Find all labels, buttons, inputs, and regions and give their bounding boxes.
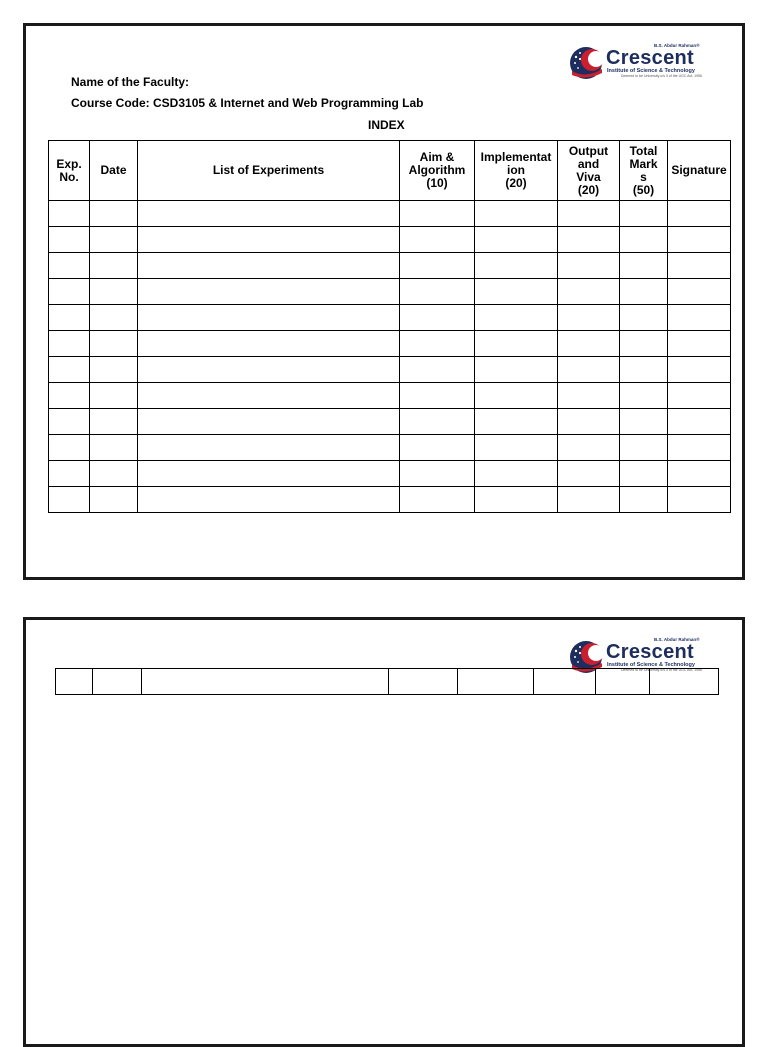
table-cell: [457, 669, 533, 695]
index-title: INDEX: [368, 118, 405, 132]
table-cell: [668, 487, 731, 513]
table-cell: [400, 409, 475, 435]
table-cell: [620, 409, 668, 435]
table-cell: [90, 279, 138, 305]
table-cell: [138, 487, 400, 513]
table-cell: [475, 487, 558, 513]
table-row: [49, 331, 731, 357]
table-cell: [558, 435, 620, 461]
table-cell: [90, 331, 138, 357]
table-cell: [558, 461, 620, 487]
table-cell: [475, 383, 558, 409]
table-cell: [138, 357, 400, 383]
table-cell: [90, 357, 138, 383]
table-cell: [138, 305, 400, 331]
table-row: [49, 487, 731, 513]
table-cell: [558, 279, 620, 305]
table-cell: [668, 279, 731, 305]
table-cell: [475, 279, 558, 305]
table-header-row: [49, 141, 731, 201]
table-cell: [138, 409, 400, 435]
table-cell: [49, 409, 90, 435]
column-header-implementation: Implementat ion (20): [475, 141, 558, 201]
table-cell: [558, 305, 620, 331]
table-cell: [620, 253, 668, 279]
table-cell: [90, 487, 138, 513]
table-cell: [400, 331, 475, 357]
column-header-output-viva: Output and Viva (20): [558, 141, 620, 201]
crescent-emblem-icon: [568, 45, 606, 79]
table-cell: [620, 357, 668, 383]
table-cell: [400, 435, 475, 461]
logo-brand-name: Crescent: [606, 47, 694, 69]
table-cell: [400, 357, 475, 383]
table-cell: [49, 487, 90, 513]
table-cell: [400, 227, 475, 253]
continuation-table-body: [56, 669, 719, 695]
faculty-name-label: Name of the Faculty:: [71, 75, 190, 89]
table-row: [49, 305, 731, 331]
table-cell: [138, 331, 400, 357]
logo-deemed-note: Deemed to be University u/s 3 of the UGC Act, 1956: [621, 74, 702, 78]
table-cell: [668, 357, 731, 383]
table-cell: [620, 305, 668, 331]
table-cell: [400, 383, 475, 409]
table-cell: [138, 383, 400, 409]
index-table-body: [49, 201, 731, 513]
table-cell: [558, 357, 620, 383]
table-cell: [668, 227, 731, 253]
table-cell: [90, 435, 138, 461]
table-cell: [400, 201, 475, 227]
table-cell: [90, 383, 138, 409]
table-cell: [138, 461, 400, 487]
table-cell: [49, 383, 90, 409]
course-code-line: Course Code: CSD3105 & Internet and Web Programming Lab: [71, 96, 424, 110]
table-cell: [475, 305, 558, 331]
table-cell: [649, 669, 718, 695]
column-header-date: Date: [90, 141, 138, 201]
index-table: [48, 140, 731, 513]
table-cell: [475, 201, 558, 227]
table-cell: [558, 383, 620, 409]
continuation-table: [55, 668, 719, 695]
table-row: [49, 461, 731, 487]
index-page: [23, 23, 745, 580]
column-header-exp-no: Exp. No.: [49, 141, 90, 201]
table-cell: [142, 669, 389, 695]
table-cell: [49, 435, 90, 461]
table-row: [49, 227, 731, 253]
table-cell: [49, 305, 90, 331]
table-cell: [400, 253, 475, 279]
table-cell: [90, 253, 138, 279]
table-cell: [49, 279, 90, 305]
table-cell: [49, 461, 90, 487]
column-header-total-marks: Total Mark s (50): [620, 141, 668, 201]
logo-tagline: B.S. Abdur Rahman®: [654, 43, 700, 48]
table-row: [49, 201, 731, 227]
table-row: [49, 279, 731, 305]
table-cell: [90, 409, 138, 435]
table-cell: [400, 305, 475, 331]
column-header-aim-algorithm: Aim & Algorithm (10): [400, 141, 475, 201]
table-cell: [475, 253, 558, 279]
table-cell: [90, 305, 138, 331]
logo-brand-name: Crescent: [606, 641, 694, 663]
table-cell: [49, 357, 90, 383]
column-header-list-of-experiments: List of Experiments: [138, 141, 400, 201]
table-cell: [56, 669, 93, 695]
table-cell: [138, 201, 400, 227]
table-cell: [475, 409, 558, 435]
table-row: [49, 383, 731, 409]
column-header-signature: Signature: [668, 141, 731, 201]
table-cell: [668, 461, 731, 487]
table-cell: [533, 669, 595, 695]
table-row: [49, 409, 731, 435]
logo-deemed-note: Deemed to be University u/s 3 of the UGC Act, 1956: [621, 668, 702, 672]
table-cell: [475, 331, 558, 357]
table-row: [56, 669, 719, 695]
table-cell: [90, 461, 138, 487]
table-cell: [138, 253, 400, 279]
table-cell: [49, 331, 90, 357]
table-cell: [138, 227, 400, 253]
table-cell: [138, 279, 400, 305]
table-cell: [475, 461, 558, 487]
table-cell: [558, 409, 620, 435]
crescent-logo: [568, 43, 708, 83]
table-row: [49, 357, 731, 383]
table-cell: [475, 227, 558, 253]
table-cell: [475, 435, 558, 461]
table-cell: [90, 201, 138, 227]
logo-subtitle: Institute of Science & Technology: [607, 68, 695, 74]
table-cell: [620, 331, 668, 357]
table-cell: [668, 331, 731, 357]
table-cell: [400, 279, 475, 305]
table-cell: [620, 487, 668, 513]
table-cell: [558, 253, 620, 279]
table-cell: [668, 253, 731, 279]
table-cell: [620, 435, 668, 461]
table-row: [49, 435, 731, 461]
table-cell: [90, 227, 138, 253]
table-cell: [620, 279, 668, 305]
table-row: [49, 253, 731, 279]
table-cell: [668, 435, 731, 461]
table-cell: [620, 383, 668, 409]
logo-subtitle: Institute of Science & Technology: [607, 662, 695, 668]
table-cell: [668, 383, 731, 409]
table-cell: [558, 331, 620, 357]
table-cell: [138, 435, 400, 461]
continuation-page: [23, 617, 745, 1047]
table-cell: [595, 669, 649, 695]
table-cell: [49, 227, 90, 253]
logo-tagline: B.S. Abdur Rahman®: [654, 637, 700, 642]
table-cell: [400, 487, 475, 513]
table-cell: [93, 669, 142, 695]
table-cell: [558, 201, 620, 227]
table-cell: [668, 305, 731, 331]
table-cell: [389, 669, 457, 695]
table-cell: [400, 461, 475, 487]
table-cell: [558, 227, 620, 253]
table-cell: [620, 201, 668, 227]
table-cell: [49, 253, 90, 279]
table-cell: [668, 201, 731, 227]
table-cell: [558, 487, 620, 513]
table-cell: [49, 201, 90, 227]
table-cell: [475, 357, 558, 383]
table-cell: [620, 461, 668, 487]
table-cell: [620, 227, 668, 253]
table-cell: [668, 409, 731, 435]
